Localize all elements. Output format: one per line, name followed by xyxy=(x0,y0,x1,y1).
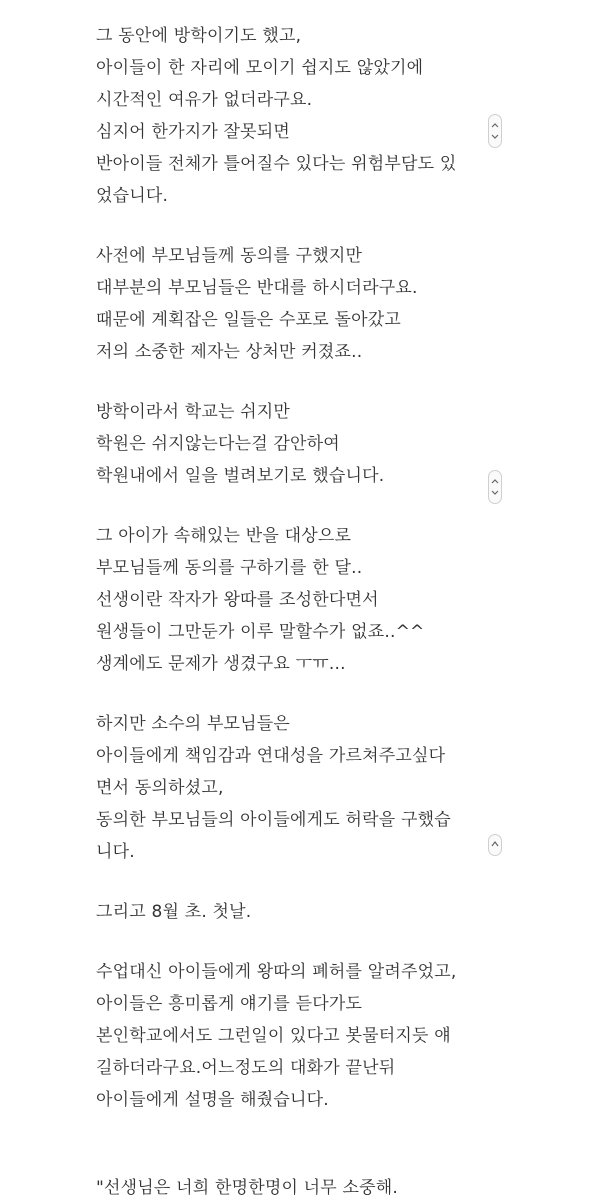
scroll-handle[interactable] xyxy=(488,834,502,856)
text-line: 동의한 부모님들의 아이들에게도 허락을 구했습 xyxy=(96,810,451,830)
text-line: 아이들에게 설명을 해줬습니다. xyxy=(96,1090,329,1110)
text-line: 그리고 8월 초. 첫날. xyxy=(96,902,252,922)
text-line: 생계에도 문제가 생겼구요 ㅜㅠ... xyxy=(96,654,346,674)
text-line: 사전에 부모님들께 동의를 구했지만 xyxy=(96,246,363,266)
chevron-up-down-icon xyxy=(491,119,499,143)
text-line: 대부분의 부모님들은 반대를 하시더라구요. xyxy=(96,278,418,298)
text-line: 그 아이가 속해있는 반을 대상으로 xyxy=(96,526,352,546)
text-line: "선생님은 너희 한명한명이 너무 소중해. xyxy=(96,1178,398,1198)
scroll-handle[interactable] xyxy=(488,470,502,504)
text-line: 저의 소중한 제자는 상처만 커졌죠.. xyxy=(96,342,363,362)
text-line: 부모님들께 동의를 구하기를 한 달.. xyxy=(96,558,363,578)
text-line: 아이들에게 책임감과 연대성을 가르쳐주고싶다 xyxy=(96,746,446,766)
text-line: 길하더라구요.어느정도의 대화가 끝난뒤 xyxy=(96,1058,396,1078)
text-line: 선생이란 작자가 왕따를 조성한다면서 xyxy=(96,590,379,610)
text-line: 그 동안에 방학이기도 했고, xyxy=(96,26,302,46)
text-line: 원생들이 그만둔가 이루 말할수가 없죠..^^ xyxy=(96,622,425,642)
text-line: 시간적인 여유가 없더라구요. xyxy=(96,90,313,110)
text-line: 수업대신 아이들에게 왕따의 폐허를 알려주었고, xyxy=(96,962,457,982)
text-line: 심지어 한가지가 잘못되면 xyxy=(96,122,291,142)
chevron-up-icon xyxy=(491,837,499,853)
text-line: 반아이들 전체가 틀어질수 있다는 위험부담도 있 xyxy=(96,154,457,174)
text-line: 때문에 계획잡은 일들은 수포로 돌아갔고 xyxy=(96,310,401,330)
text-line: 니다. xyxy=(96,842,135,862)
text-line: 학원내에서 일을 벌려보기로 했습니다. xyxy=(96,466,385,486)
text-line: 아이들은 흥미롭게 얘기를 듣다가도 xyxy=(96,994,363,1014)
text-line: 하지만 소수의 부모님들은 xyxy=(96,714,291,734)
text-line: 본인학교에서도 그런일이 있다고 봇물터지듯 얘 xyxy=(96,1026,451,1046)
text-line: 아이들이 한 자리에 모이기 쉽지도 않았기에 xyxy=(96,58,424,78)
scroll-handle[interactable] xyxy=(488,114,502,148)
text-line: 었습니다. xyxy=(96,186,169,206)
text-line: 학원은 쉬지않는다는걸 감안하여 xyxy=(96,434,340,454)
text-line: 면서 동의하셨고, xyxy=(96,778,224,798)
chevron-up-down-icon xyxy=(491,475,499,499)
text-line: 방학이라서 학교는 쉬지만 xyxy=(96,402,291,422)
